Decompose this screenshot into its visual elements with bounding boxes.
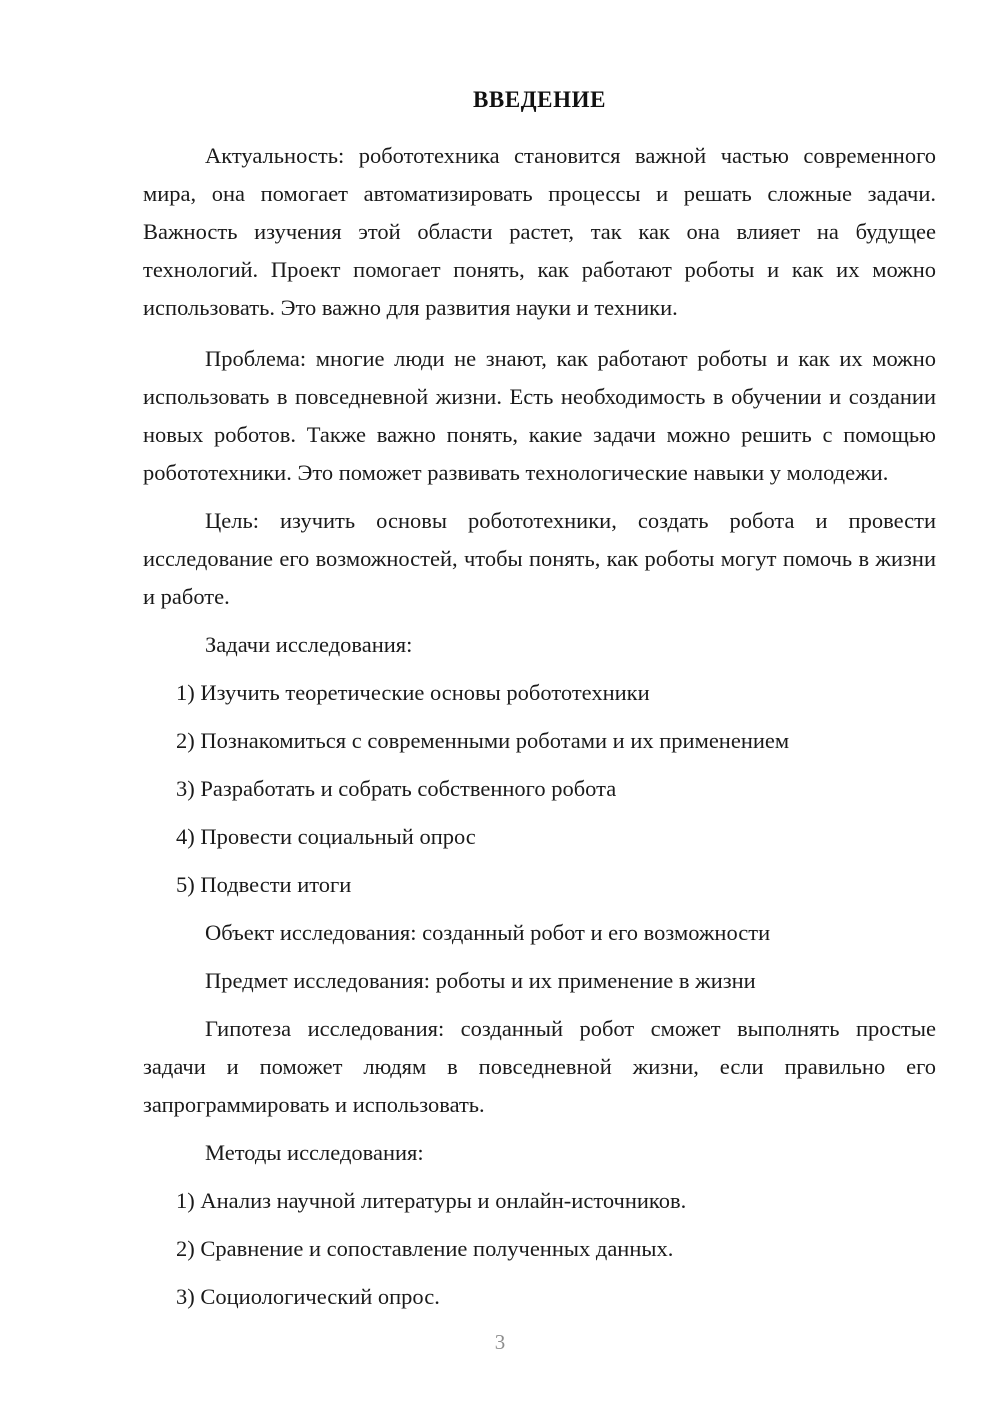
spacer: [143, 1220, 936, 1230]
spacer: [143, 1172, 936, 1182]
subject-of-research: Предмет исследования: роботы и их применение в жизни: [205, 967, 756, 993]
object-of-research: Объект исследования: созданный робот и его возможности: [205, 919, 771, 945]
spacer: [143, 492, 936, 502]
paragraph-goal: Цель: изучить основы робототехники, создать робота и провести исследование его возможностей, чтобы понять, как роботы могут помочь в жизни и работе.: [143, 507, 936, 609]
paragraph-problem: Проблема: многие люди не знают, как работают роботы и как их можно использовать в повседневной жизни. Есть необходимость в обучении и создании новых роботов. Также важно понять, какие задачи можно решить с помощью робототехники. Это поможет развивать технологические навыки у молодежи.: [143, 345, 936, 485]
spacer: [143, 952, 936, 962]
spacer: [143, 904, 936, 914]
paragraph-hypothesis: Гипотеза исследования: созданный робот сможет выполнять простые задачи и поможет людям в повседневной жизни, если правильно его запрограммировать и использовать.: [143, 1015, 936, 1117]
spacer: [143, 856, 936, 866]
paragraph-relevance: Актуальность: робототехника становится важной частью современного мира, она помогает автоматизировать процессы и решать сложные задачи. Важность изучения этой области растет, так как она влияет на будущее технологий. Проект помогает понять, как работают роботы и как их можно использовать. Это важно для развития науки и техники.: [143, 142, 936, 320]
document-body: [143, 86, 936, 1316]
method-item-1: 1) Анализ научной литературы и онлайн-источников.: [176, 1187, 687, 1213]
spacer: [143, 1124, 936, 1134]
spacer: [143, 616, 936, 626]
spacer: [143, 712, 936, 722]
method-item-3: 3) Социологический опрос.: [176, 1283, 440, 1309]
task-item-2: 2) Познакомиться с современными роботами и их применением: [176, 727, 790, 753]
spacer: [143, 664, 936, 674]
spacer: [143, 808, 936, 818]
spacer: [143, 1268, 936, 1278]
task-item-1: 1) Изучить теоретические основы робототехники: [176, 679, 650, 705]
methods-heading: Методы исследования:: [205, 1139, 424, 1165]
task-item-3: 3) Разработать и собрать собственного робота: [176, 775, 617, 801]
task-item-4: 4) Провести социальный опрос: [176, 823, 476, 849]
tasks-heading: Задачи исследования:: [205, 631, 413, 657]
spacer: [143, 327, 936, 340]
task-item-5: 5) Подвести итоги: [176, 871, 352, 897]
page-title: ВВЕДЕНИЕ: [472, 87, 607, 112]
spacer: [143, 1000, 936, 1010]
page-number: 3: [494, 1330, 506, 1354]
spacer: [143, 760, 936, 770]
method-item-2: 2) Сравнение и сопоставление полученных данных.: [176, 1235, 674, 1261]
